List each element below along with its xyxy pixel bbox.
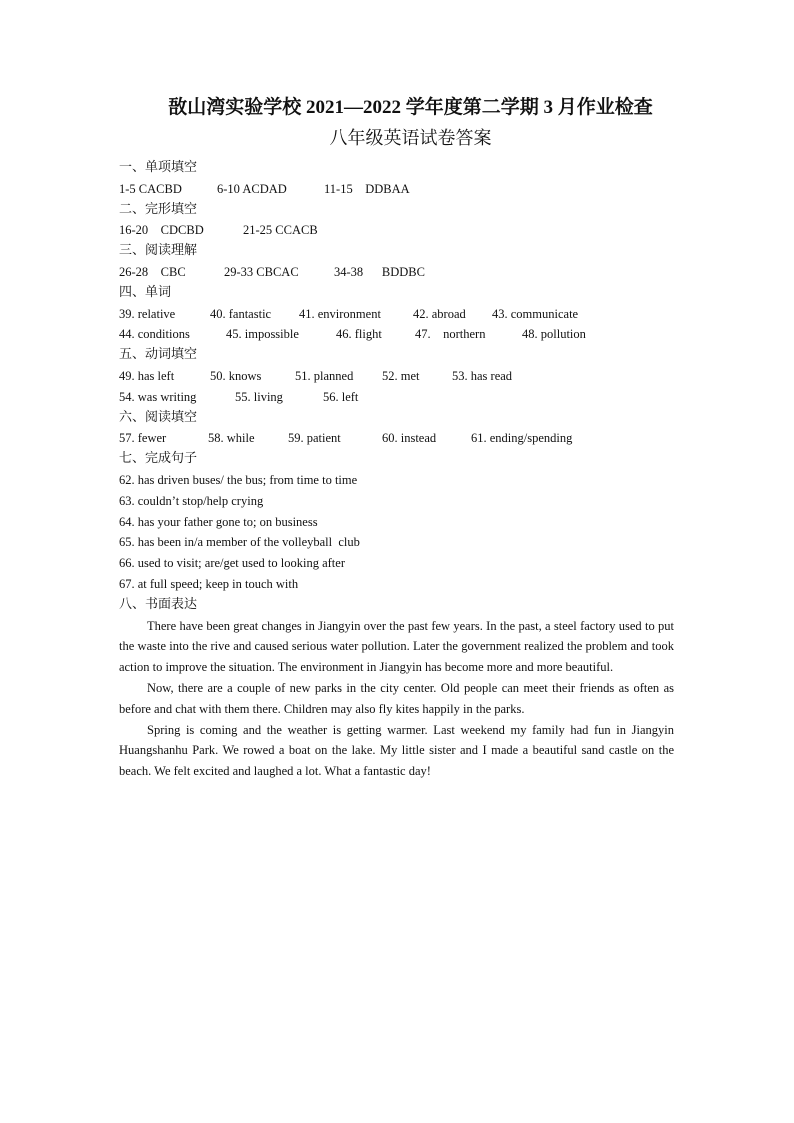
answer-group: 21-25 CCACB	[243, 223, 318, 238]
answers-verbs-row2	[119, 387, 674, 408]
answer-content	[119, 158, 674, 782]
answer-item: 55. living	[235, 389, 283, 404]
section-heading-single-choice: 一、单项填空	[119, 160, 198, 175]
answer-item: 47. northern	[415, 327, 486, 342]
answers-verbs-row1	[119, 366, 674, 387]
answer-item: 54. was writing	[119, 389, 197, 404]
answer-line: 63. couldn’t stop/help crying	[119, 493, 264, 508]
answer-item: 44. conditions	[119, 327, 190, 342]
answer-item: 43. communicate	[492, 306, 579, 321]
answer-item: 45. impossible	[226, 327, 299, 342]
answer-item: 42. abroad	[413, 306, 466, 321]
answer-item: 40. fantastic	[210, 306, 272, 321]
answer-item: 61. ending/spending	[471, 431, 573, 446]
section-heading-reading-fill: 六、阅读填空	[119, 409, 198, 425]
answer-item: 56. left	[323, 389, 359, 404]
answer-group: 16-20 CDCBD	[119, 223, 204, 238]
answer-line: 62. has driven buses/ the bus; from time to time	[119, 472, 358, 487]
answer-group: 26-28 CBC	[119, 264, 186, 279]
section-heading-sentences: 七、完成句子	[119, 451, 198, 467]
answer-item: 60. instead	[382, 431, 437, 446]
answer-sheet	[119, 96, 674, 782]
answer-item: 52. met	[382, 368, 420, 383]
answers-reading-fill	[119, 428, 674, 449]
essay-paragraph: Spring is coming and the weather is getting warmer. Last weekend my family had fun in Jiangyin Huangshanhu Park. We rowed a boat on the lake. My little sister and I made a beautiful sand castle on the beach. We felt excited and laughed a lot. What a fantastic day!	[119, 722, 674, 779]
answers-words-row1	[119, 304, 674, 325]
essay-paragraph: There have been great changes in Jiangyin over the past few years. In the past, a steel factory used to put the waste into the rive and caused serious water pollution. Later the government realized the problem and took action to improve the situation. The environment in Jiangyin has become more and more beautiful.	[119, 618, 674, 675]
answers-reading	[119, 262, 674, 283]
page-title: 敔山湾实验学校 2021—2022 学年度第二学期 3 月作业检查	[168, 97, 653, 118]
answer-line: 64. has your father gone to; on business	[119, 514, 318, 529]
answer-line: 65. has been in/a member of the volleyball club	[119, 535, 360, 550]
answer-item: 41. environment	[299, 306, 381, 321]
answer-item: 53. has read	[452, 368, 513, 383]
answer-group: 1-5 CACBD	[119, 181, 182, 196]
answer-item: 48. pollution	[522, 327, 586, 342]
answer-group: 34-38 BDDBC	[334, 264, 425, 279]
answer-line: 67. at full speed; keep in touch with	[119, 576, 299, 591]
section-heading-verbs: 五、动词填空	[119, 347, 198, 363]
answers-cloze	[119, 220, 674, 241]
answer-item: 57. fewer	[119, 431, 167, 446]
page-subtitle: 八年级英语试卷答案	[329, 128, 492, 148]
answers-single-choice	[119, 179, 674, 200]
answer-item: 50. knows	[210, 368, 262, 383]
answer-item: 58. while	[208, 431, 255, 446]
answers-words-row2	[119, 324, 674, 345]
section-heading-reading: 三、阅读理解	[119, 243, 198, 259]
answer-group: 11-15 DDBAA	[324, 181, 410, 196]
answer-item: 39. relative	[119, 306, 176, 321]
section-heading-writing: 八、书面表达	[119, 596, 198, 612]
answer-item: 59. patient	[288, 431, 341, 446]
section-heading-words: 四、单词	[119, 284, 172, 300]
answer-group: 6-10 ACDAD	[217, 181, 287, 196]
answer-line: 66. used to visit; are/get used to looking after	[119, 556, 345, 571]
answer-item: 51. planned	[295, 368, 354, 383]
answer-group: 29-33 CBCAC	[224, 264, 299, 279]
answer-item: 46. flight	[336, 327, 382, 342]
section-heading-cloze: 二、完形填空	[119, 201, 198, 217]
answer-item: 49. has left	[119, 368, 175, 383]
essay-paragraph: Now, there are a couple of new parks in the city center. Old people can meet their friends as often as before and chat with them there. Children may also fly kites happily in the parks.	[119, 680, 674, 716]
